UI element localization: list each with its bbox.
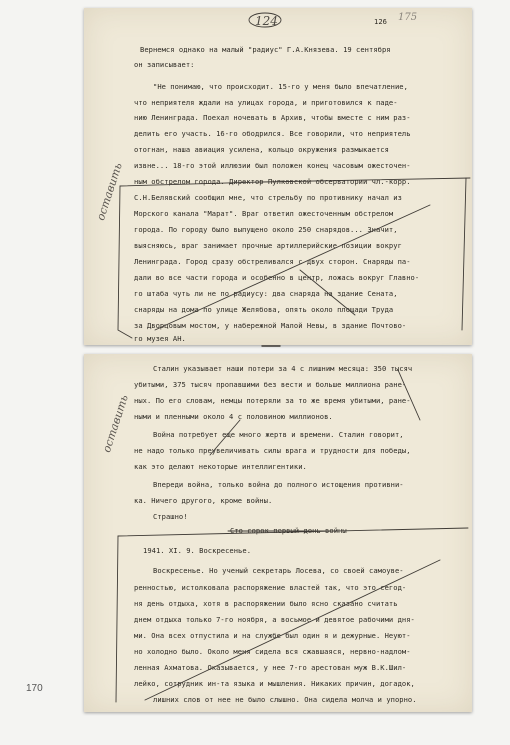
chapter-heading: Сто сорок первый день войны — [230, 526, 347, 535]
top-line-10: С.Н.Белявский сообщил мне, что стрельбу по противнику начал из — [134, 193, 402, 202]
bottom-line-6: не надо только преувеличивать силы врага и трудности для победы, — [134, 446, 411, 455]
bottom-line-9: ка. Ничего другого, кроме войны. — [134, 496, 273, 505]
bottom-line-10: Страшно! — [153, 512, 188, 521]
top-line-1: Вернемся однако на малый "радиус" Г.А.Князева. 19 сентября — [140, 45, 391, 54]
bottom-line-20: лейко, сотрудник ин-та языка и мышления. Никаких причин, догадок, — [134, 679, 415, 688]
bottom-line-3: ных. По его словам, немцы потеряли за то же время убитыми, ране- — [134, 396, 411, 405]
typed-page-number: 126 — [374, 17, 387, 26]
top-line-4: что неприятеля ждали на улицах города, и приготовился к паде- — [134, 98, 398, 107]
margin-note-bottom: оставить — [100, 393, 131, 455]
bottom-line-17: ми. Она всех отпустила и на службе был один я и дежурные. Неуют- — [134, 631, 411, 640]
bottom-line-18: но холодно было. Около меня сидела вся сжавшаяся, нервно-надлом- — [134, 647, 411, 656]
top-line-14: Ленинграда. Город сразу обстреливался с двух сторон. Снаряды па- — [134, 257, 411, 266]
diary-date: 1941. XI. 9. Воскресенье. — [143, 546, 252, 555]
bottom-line-15: ня день отдыха, хотя в распоряжении было ясно сказано считать — [134, 599, 398, 608]
bottom-line-4: ными и пленными около 4 с половиною миллионов. — [134, 412, 333, 421]
bottom-line-13: Воскресенье. Но ученый секретарь Лосева, со своей самоуве- — [153, 566, 404, 575]
handwritten-page-number: 124 — [255, 14, 278, 28]
bottom-line-2: убитыми, 375 тысяч пропавшими без вести и больше миллиона ране- — [134, 380, 407, 389]
top-line-7: отогнан, наша авиация усилена, кольцо окружения размыкается — [134, 145, 389, 154]
top-line-13: выясняюсь, враг занимает прочные артиллерийские позиции вокруг — [134, 241, 402, 250]
top-line-9: ным обстрелом города. Директор Пулковской обсерватории чл.-корр. — [134, 177, 411, 186]
top-line-12: города. По городу было выпущено около 250 снарядов... Значит, — [134, 225, 398, 234]
top-line-2: он записывает: — [134, 60, 195, 69]
top-line-8: извне... 18-го этой иллюзии был положен конец часовым ожесточен- — [134, 161, 411, 170]
bottom-line-19: ленная Ахматова. Оказывается, у нее 7-го арестован муж В.К.Шил- — [134, 663, 407, 672]
bottom-line-14: ренностью, истолковала распоряжение властей так, что это сегод- — [134, 583, 407, 592]
handwritten-page-number-right: 175 — [398, 12, 418, 23]
margin-note-top: оставить — [94, 161, 125, 223]
bottom-line-16: днем отдыха только 7-го ноября, а восьмое и девятое рабочими дня- — [134, 615, 415, 624]
bottom-line-8: Впереди война, только война до полного истощения противни- — [153, 480, 404, 489]
top-line-3: "Не понимаю, что происходит. 15-го у меня было впечатление, — [153, 82, 408, 91]
book-page-number: 170 — [26, 683, 43, 694]
bottom-line-5: Война потребует еще много жертв и времени. Сталин говорит, — [153, 430, 404, 439]
bottom-line-21: лишних слов от нее не было слышно. Она сидела молча и упорно. — [153, 695, 417, 704]
top-line-6: делить его участь. 16-го ободрился. Все говорили, что неприятель — [134, 129, 411, 138]
top-line-15: дали во все части города и особенно в центр, ложась вокруг Главно- — [134, 273, 420, 282]
top-line-11: Морского канала "Марат". Враг ответил ожесточенным обстрелом — [134, 209, 394, 218]
bottom-line-7: как это делают некоторые интеллигентики. — [134, 462, 307, 471]
top-line-18: за Дворцовым мостом, у набережной Малой Невы, в здание Почтово- — [134, 321, 407, 330]
top-line-19: го музея АН. — [134, 334, 186, 343]
top-line-5: нию Ленинграда. Поехал ночевать в Архив, чтобы вместе с ним раз- — [134, 113, 411, 122]
top-line-17: снаряды на дома по улице Желябова, опять около площади Труда — [134, 305, 394, 314]
top-line-16: го штаба чуть ли не по радиусу: два снаряда на здание Сената, — [134, 289, 398, 298]
bottom-line-1: Сталин указывает наши потери за 4 с лишним месяца: 350 тысяч — [153, 364, 413, 373]
